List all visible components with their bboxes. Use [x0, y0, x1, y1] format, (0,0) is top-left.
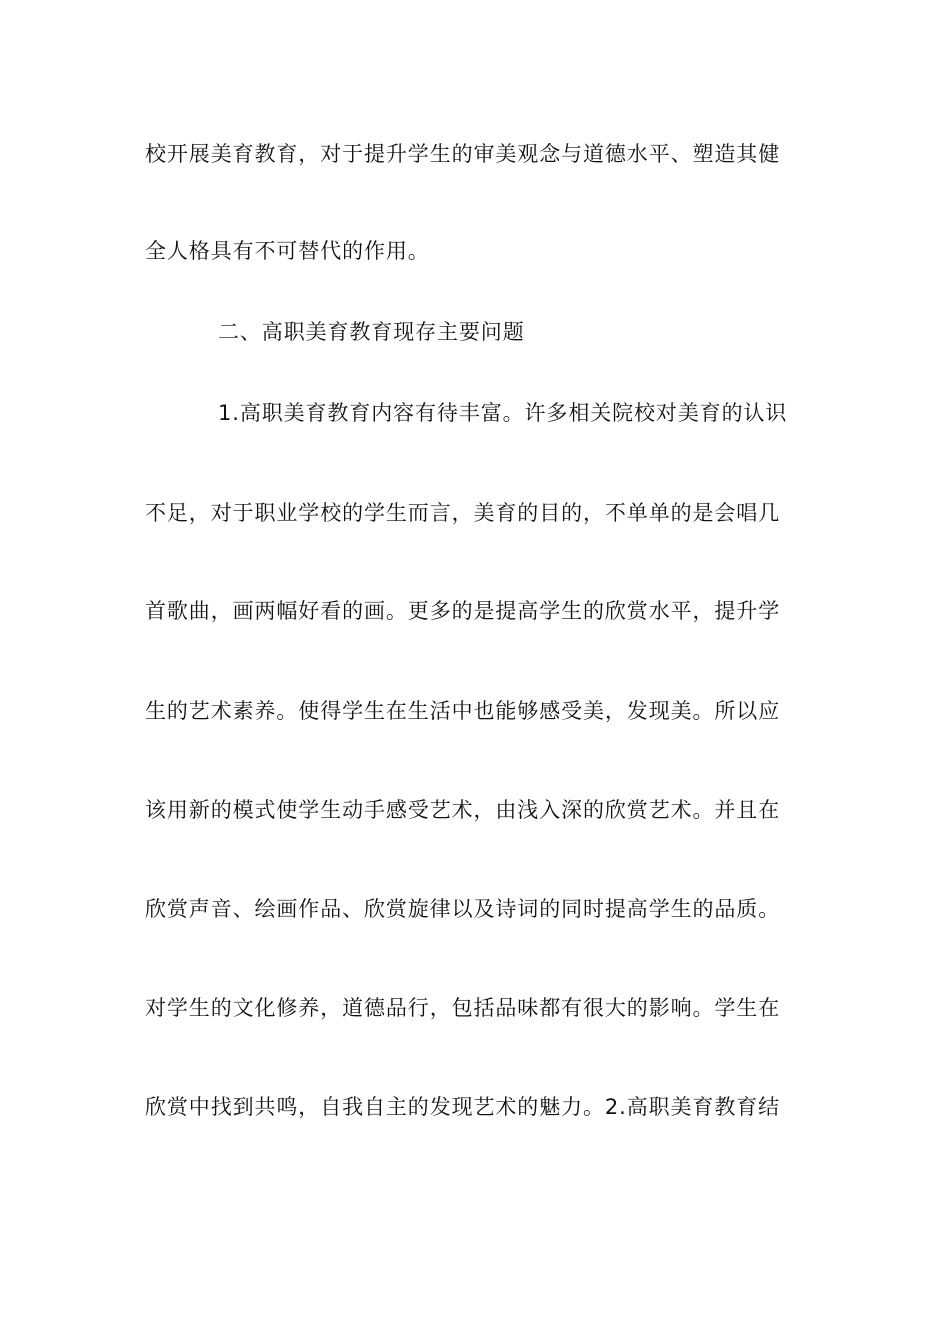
paragraph-line: 首歌曲，画两幅好看的画。更多的是提高学生的欣赏水平，提升学	[145, 599, 781, 623]
paragraph-line: 生的艺术素养。使得学生在生活中也能够感受美，发现美。所以应	[145, 699, 781, 723]
paragraph-line: 该用新的模式使学生动手感受艺术，由浅入深的欣赏艺术。并且在	[145, 798, 781, 822]
paragraph-line: 欣赏声音、绘画作品、欣赏旋律以及诗词的同时提高学生的品质。	[145, 897, 781, 921]
paragraph-line: 欣赏中找到共鸣，自我自主的发现艺术的魅力。2.高职美育教育结	[145, 1095, 781, 1119]
paragraph-line: 校开展美育教育，对于提升学生的审美观念与道德水平、塑造其健	[145, 142, 781, 166]
section-heading: 二、高职美育教育现存主要问题	[218, 320, 525, 344]
paragraph-line: 全人格具有不可替代的作用。	[145, 239, 430, 263]
paragraph-line: 不足，对于职业学校的学生而言，美育的目的，不单单的是会唱几	[145, 501, 781, 525]
paragraph-line: 1.高职美育教育内容有待丰富。许多相关院校对美育的认识	[218, 401, 788, 425]
paragraph-line: 对学生的文化修养，道德品行，包括品味都有很大的影响。学生在	[145, 996, 781, 1020]
